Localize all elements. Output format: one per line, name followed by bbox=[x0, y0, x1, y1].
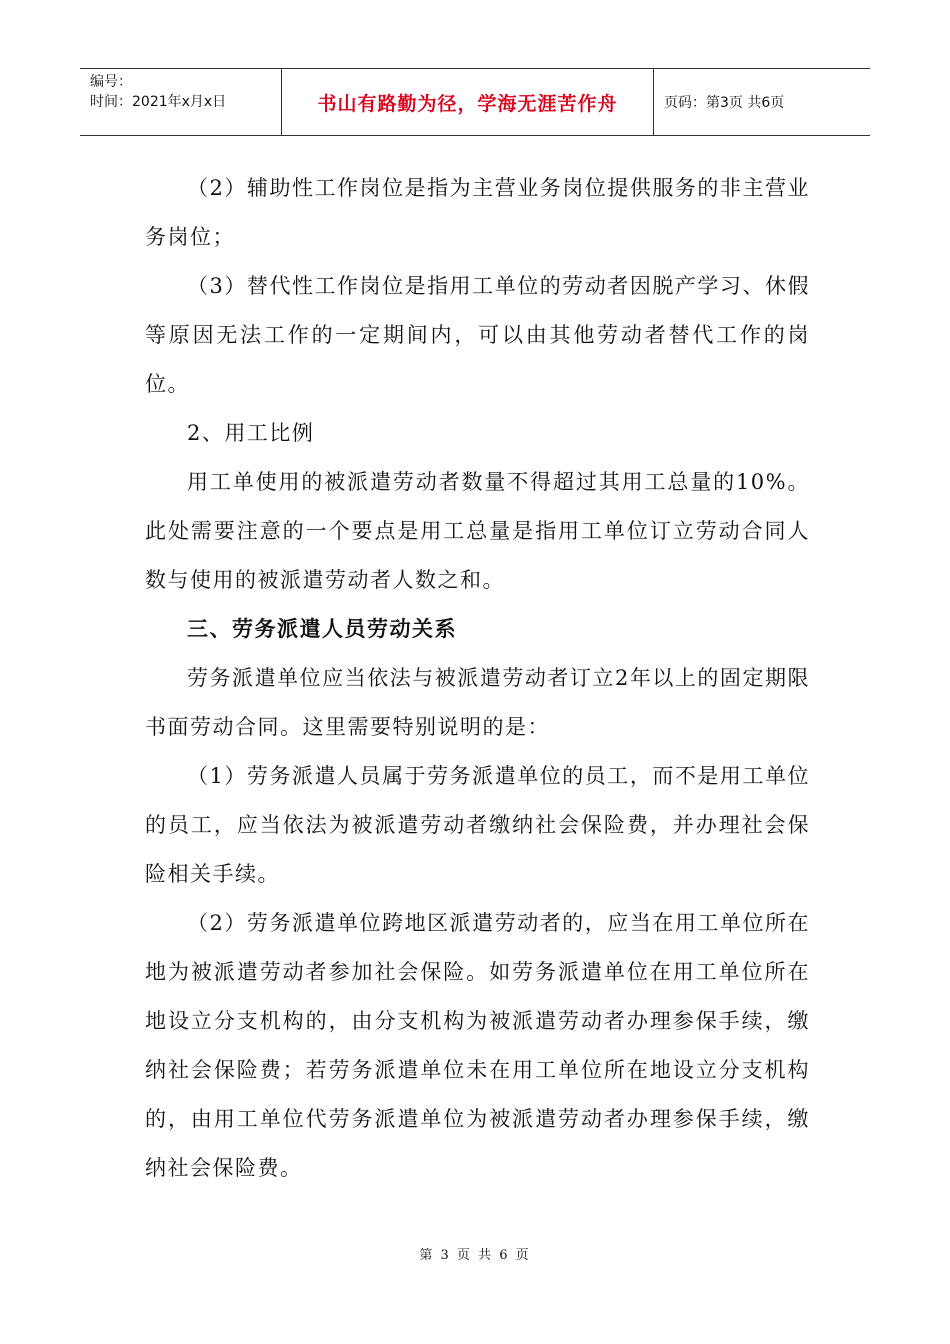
paragraph: 用工单使用的被派遣劳动者数量不得超过其用工总量的10%。此处需要注意的一个要点是用工总量是指用工单位订立劳动合同人数与使用的被派遣劳动者人数之和。 bbox=[145, 470, 810, 592]
document-body bbox=[145, 164, 810, 1193]
paragraph: （3）替代性工作岗位是指用工单位的劳动者因脱产学习、休假等原因无法工作的一定期间内，可以由其他劳动者替代工作的岗位。 bbox=[145, 274, 810, 396]
document-header bbox=[80, 68, 870, 136]
paragraph: 2、用工比例 bbox=[187, 421, 315, 445]
document-time-label: 时间：2021年x月x日 bbox=[90, 94, 227, 110]
paragraph: （2）劳务派遣单位跨地区派遣劳动者的，应当在用工单位所在地为被派遣劳动者参加社会保险。如劳务派遣单位在用工单位所在地设立分支机构的，由分支机构为被派遣劳动者办理参保手续，缴纳社会保险费；若劳务派遣单位未在用工单位所在地设立分支机构的，由用工单位代劳务派遣单位为被派遣劳动者办理参保手续，缴纳社会保险费。 bbox=[145, 911, 810, 1180]
document-number-label: 编号： bbox=[90, 74, 132, 90]
paragraph: （1）劳务派遣人员属于劳务派遣单位的员工，而不是用工单位的员工，应当依法为被派遣劳动者缴纳社会保险费，并办理社会保险相关手续。 bbox=[145, 764, 810, 886]
header-meta bbox=[80, 69, 282, 135]
page-footer: 第 3 页 共 6 页 bbox=[419, 1248, 531, 1263]
header-page-info: 页码：第3页 共6页 bbox=[664, 95, 785, 111]
paragraph: 劳务派遣单位应当依法与被派遣劳动者订立2年以上的固定期限书面劳动合同。这里需要特别说明的是： bbox=[145, 666, 810, 739]
paragraph: （2）辅助性工作岗位是指为主营业务岗位提供服务的非主营业务岗位； bbox=[145, 176, 810, 249]
header-motto: 书山有路勤为径，学海无涯苦作舟 bbox=[282, 69, 654, 135]
section-heading: 三、劳务派遣人员劳动关系 bbox=[187, 617, 457, 641]
